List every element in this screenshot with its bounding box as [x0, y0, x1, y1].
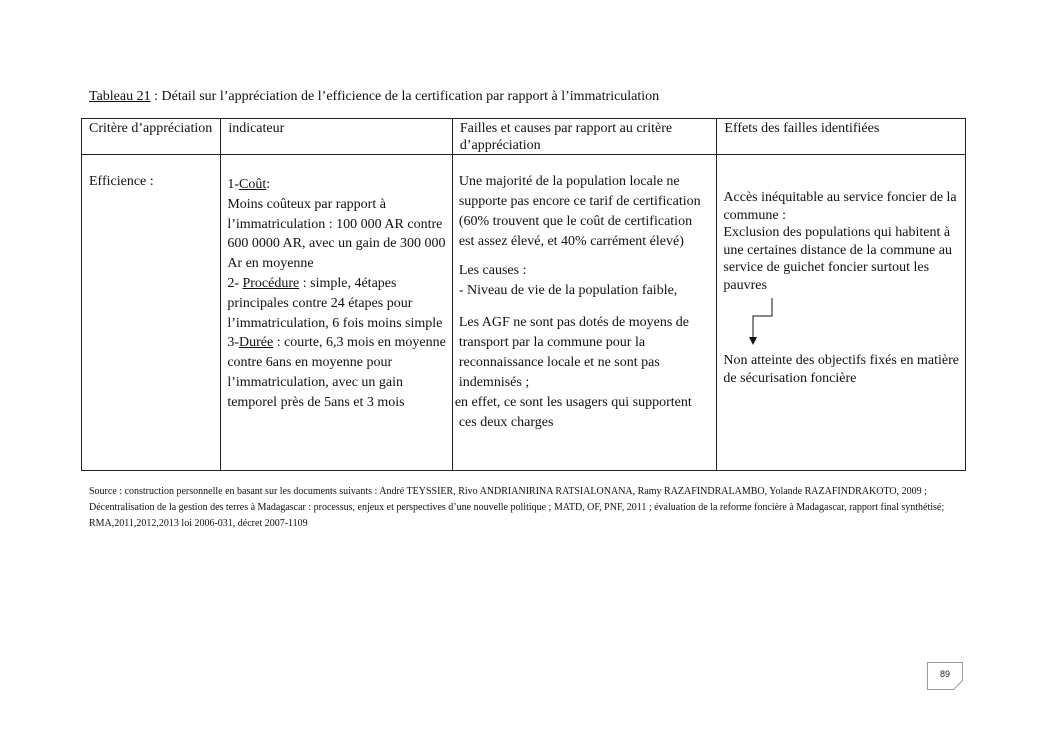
page-number-box	[927, 662, 963, 690]
failures-causes-item: - Niveau de vie de la population faible,	[458, 283, 678, 298]
effects-paragraph-2: Exclusion des populations qui habitent à une certaines distance de la commune au service de guichet foncier surtout les pauvres	[723, 225, 952, 293]
criterion-cell	[82, 155, 221, 471]
effects-paragraph-1: Accès inéquitable au service foncier de la commune :	[723, 190, 957, 223]
down-arrow-icon	[723, 294, 959, 352]
failures-causes-title: Les causes :	[458, 263, 527, 278]
page-number: 89	[939, 669, 950, 679]
header-effects: Effets des failles identifiées	[724, 121, 880, 136]
header-cell	[717, 119, 966, 155]
failures-paragraph-3: Les AGF ne sont pas dotés de moyens de transport par la commune pour la reconnaissance locale et ne sont pas indemnisés ;	[458, 315, 690, 390]
header-cell	[82, 119, 221, 155]
indicator-cost-text: Moins coûteux par rapport à l’immatriculation : 100 000 AR contre 600 0000 AR, avec un gain de 300 000 Ar en moyenne	[227, 196, 446, 272]
indicator-cell	[221, 155, 453, 471]
table-caption	[89, 89, 659, 105]
table-header-row	[82, 119, 966, 155]
indicator-cost-title: 1-Coût:	[227, 177, 271, 192]
header-indicator: indicateur	[228, 121, 285, 136]
failures-paragraph-4-line-2: ces deux charges	[458, 415, 554, 430]
source-note: Source : construction personnelle en basant sur les documents suivants : André TEYSSIER, Rivo ANDRIANIRINA RATSIALONANA, Ramy RAZAFINDRALAMBO, Yolande RAZAFINDRAKOTO, 2009 ; Décentralisation de la gestion des terres à Madagascar : processus, enjeux et perspectives d’une nouvelle politique ; MATD, OF, PNF, 2011 ; évaluation de la reforme foncière à Madagascar, rapport final synthétisé; RMA,2011,2012,2013 loi 2006-031, décret 2007-1109	[89, 486, 945, 529]
header-criterion: Critère d’appréciation	[89, 121, 213, 136]
header-cell	[221, 119, 453, 155]
criterion-text: Efficience :	[89, 174, 154, 189]
page-curl-icon	[953, 680, 963, 690]
effects-paragraph-3: Non atteinte des objectifs fixés en matière de sécurisation foncière	[723, 353, 960, 386]
header-failures: Failles et causes par rapport au critère d’appréciation	[459, 121, 673, 153]
caption-label: Tableau 21	[89, 89, 151, 104]
failures-paragraph-1: Une majorité de la population locale ne supporte pas encore ce tarif de certification (60% trouvent que le coût de certification est assez élevé, et 40% carrément élevé)	[458, 174, 701, 249]
indicator-duration: 3-Durée : courte, 6,3 mois en moyenne contre 6ans en moyenne pour l’immatriculation, avec un gain temporel près de 5ans et 3 mois	[227, 335, 446, 410]
header-cell	[452, 119, 717, 155]
effects-cell	[717, 155, 966, 471]
caption-text: : Détail sur l’appréciation de l’efficience de la certification par rapport à l’immatriculation	[150, 89, 660, 104]
failures-paragraph-4-line-1: en effet, ce sont les usagers qui supportent	[454, 395, 692, 410]
indicator-procedure: 2- Procédure : simple, 4étapes principales contre 24 étapes pour l’immatriculation, 6 fois moins simple	[227, 275, 443, 331]
failures-cell	[452, 155, 717, 471]
table-row	[82, 155, 966, 471]
efficiency-table	[81, 118, 966, 471]
